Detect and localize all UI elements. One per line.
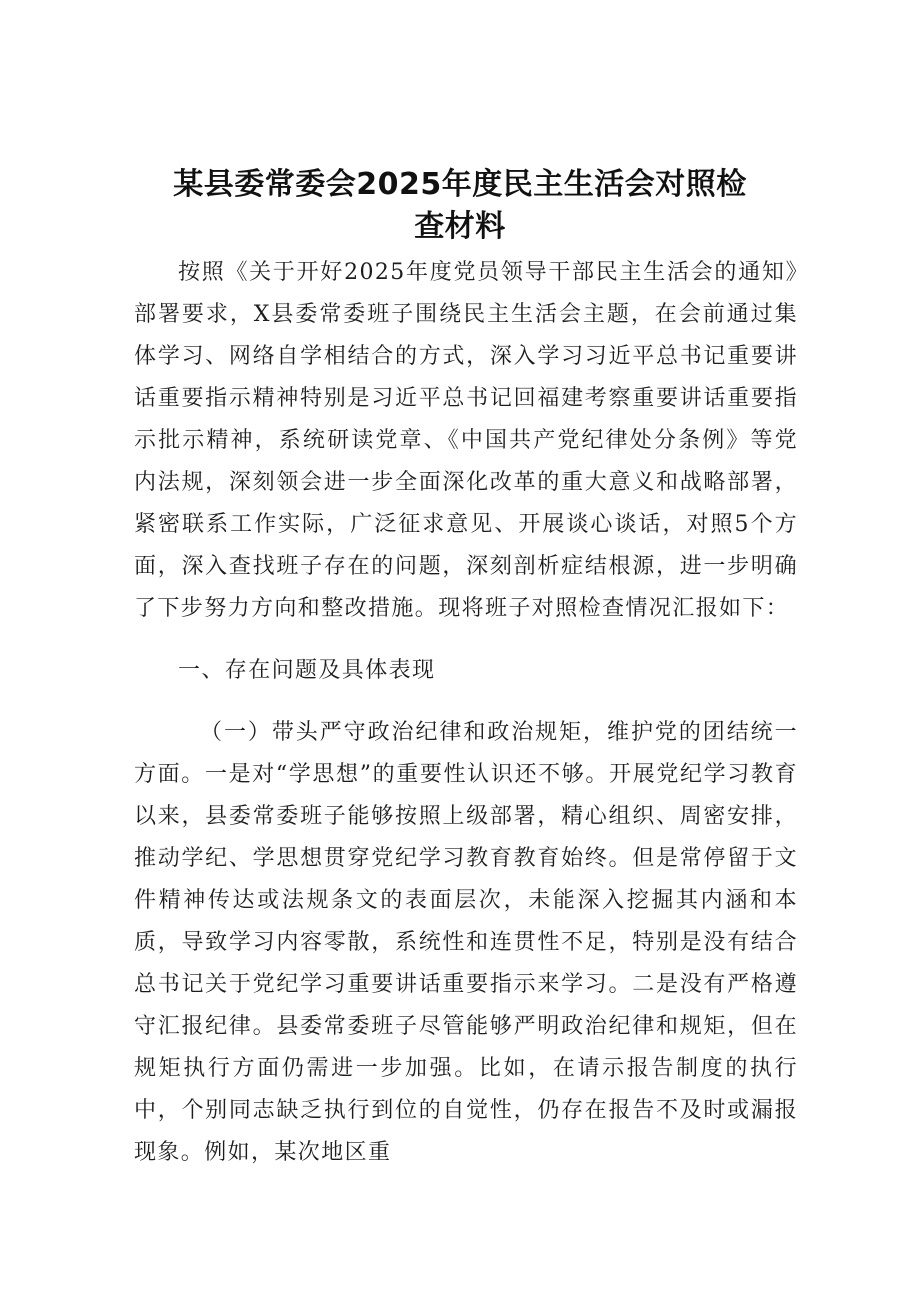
intro-paragraph: 按照《关于开好2025年度党员领导干部民主生活会的通知》部署要求，X县委常委班子围绕民主生活会主题，在会前通过集体学习、网络自学相结合的方式，深入学习习近平总书记重要讲话重要指示精神特别是习近平总书记回福建考察重要讲话重要指示批示精神，系统研读党章、《中国共产党纪律处分条例》等党内法规，深刻领会进一步全面深化改革的重大意义和战略部署，紧密联系工作实际，广泛征求意见、开展谈心谈话，对照5个方面，深入查找班子存在的问题，深刻剖析症结根源，进一步明确了下步努力方向和整改措施。现将班子对照检查情况汇报如下： — [134, 260, 798, 621]
section-heading: 一、存在问题及具体表现 — [178, 658, 436, 683]
section-item-paragraph: （一）带头严守政治纪律和政治规矩，维护党的团结统一方面。一是对“学思想”的重要性认识还不够。开展党纪学习教育以来，县委常委班子能够按照上级部署，精心组织、周密安排，推动学纪、学思想贯穿党纪学习教育教育始终。但是常停留于文件精神传达或法规条文的表面层次，未能深入挖掘其内涵和本质，导致学习内容零散，系统性和连贯性不足，特别是没有结合总书记关于党纪学习重要讲话重要指示来学习。二是没有严格遵守汇报纪律。县委常委班子尽管能够严明政治纪律和规矩，但在规矩执行方面仍需进一步加强。比如，在请示报告制度的执行中，个别同志缺乏执行到位的自觉性，仍存在报告不及时或漏报现象。例如，某次地区重 — [134, 720, 798, 1165]
document-body — [134, 252, 798, 1174]
document-title: 某县委常委会2025年度民主生活会对照检查材料 — [173, 167, 747, 244]
